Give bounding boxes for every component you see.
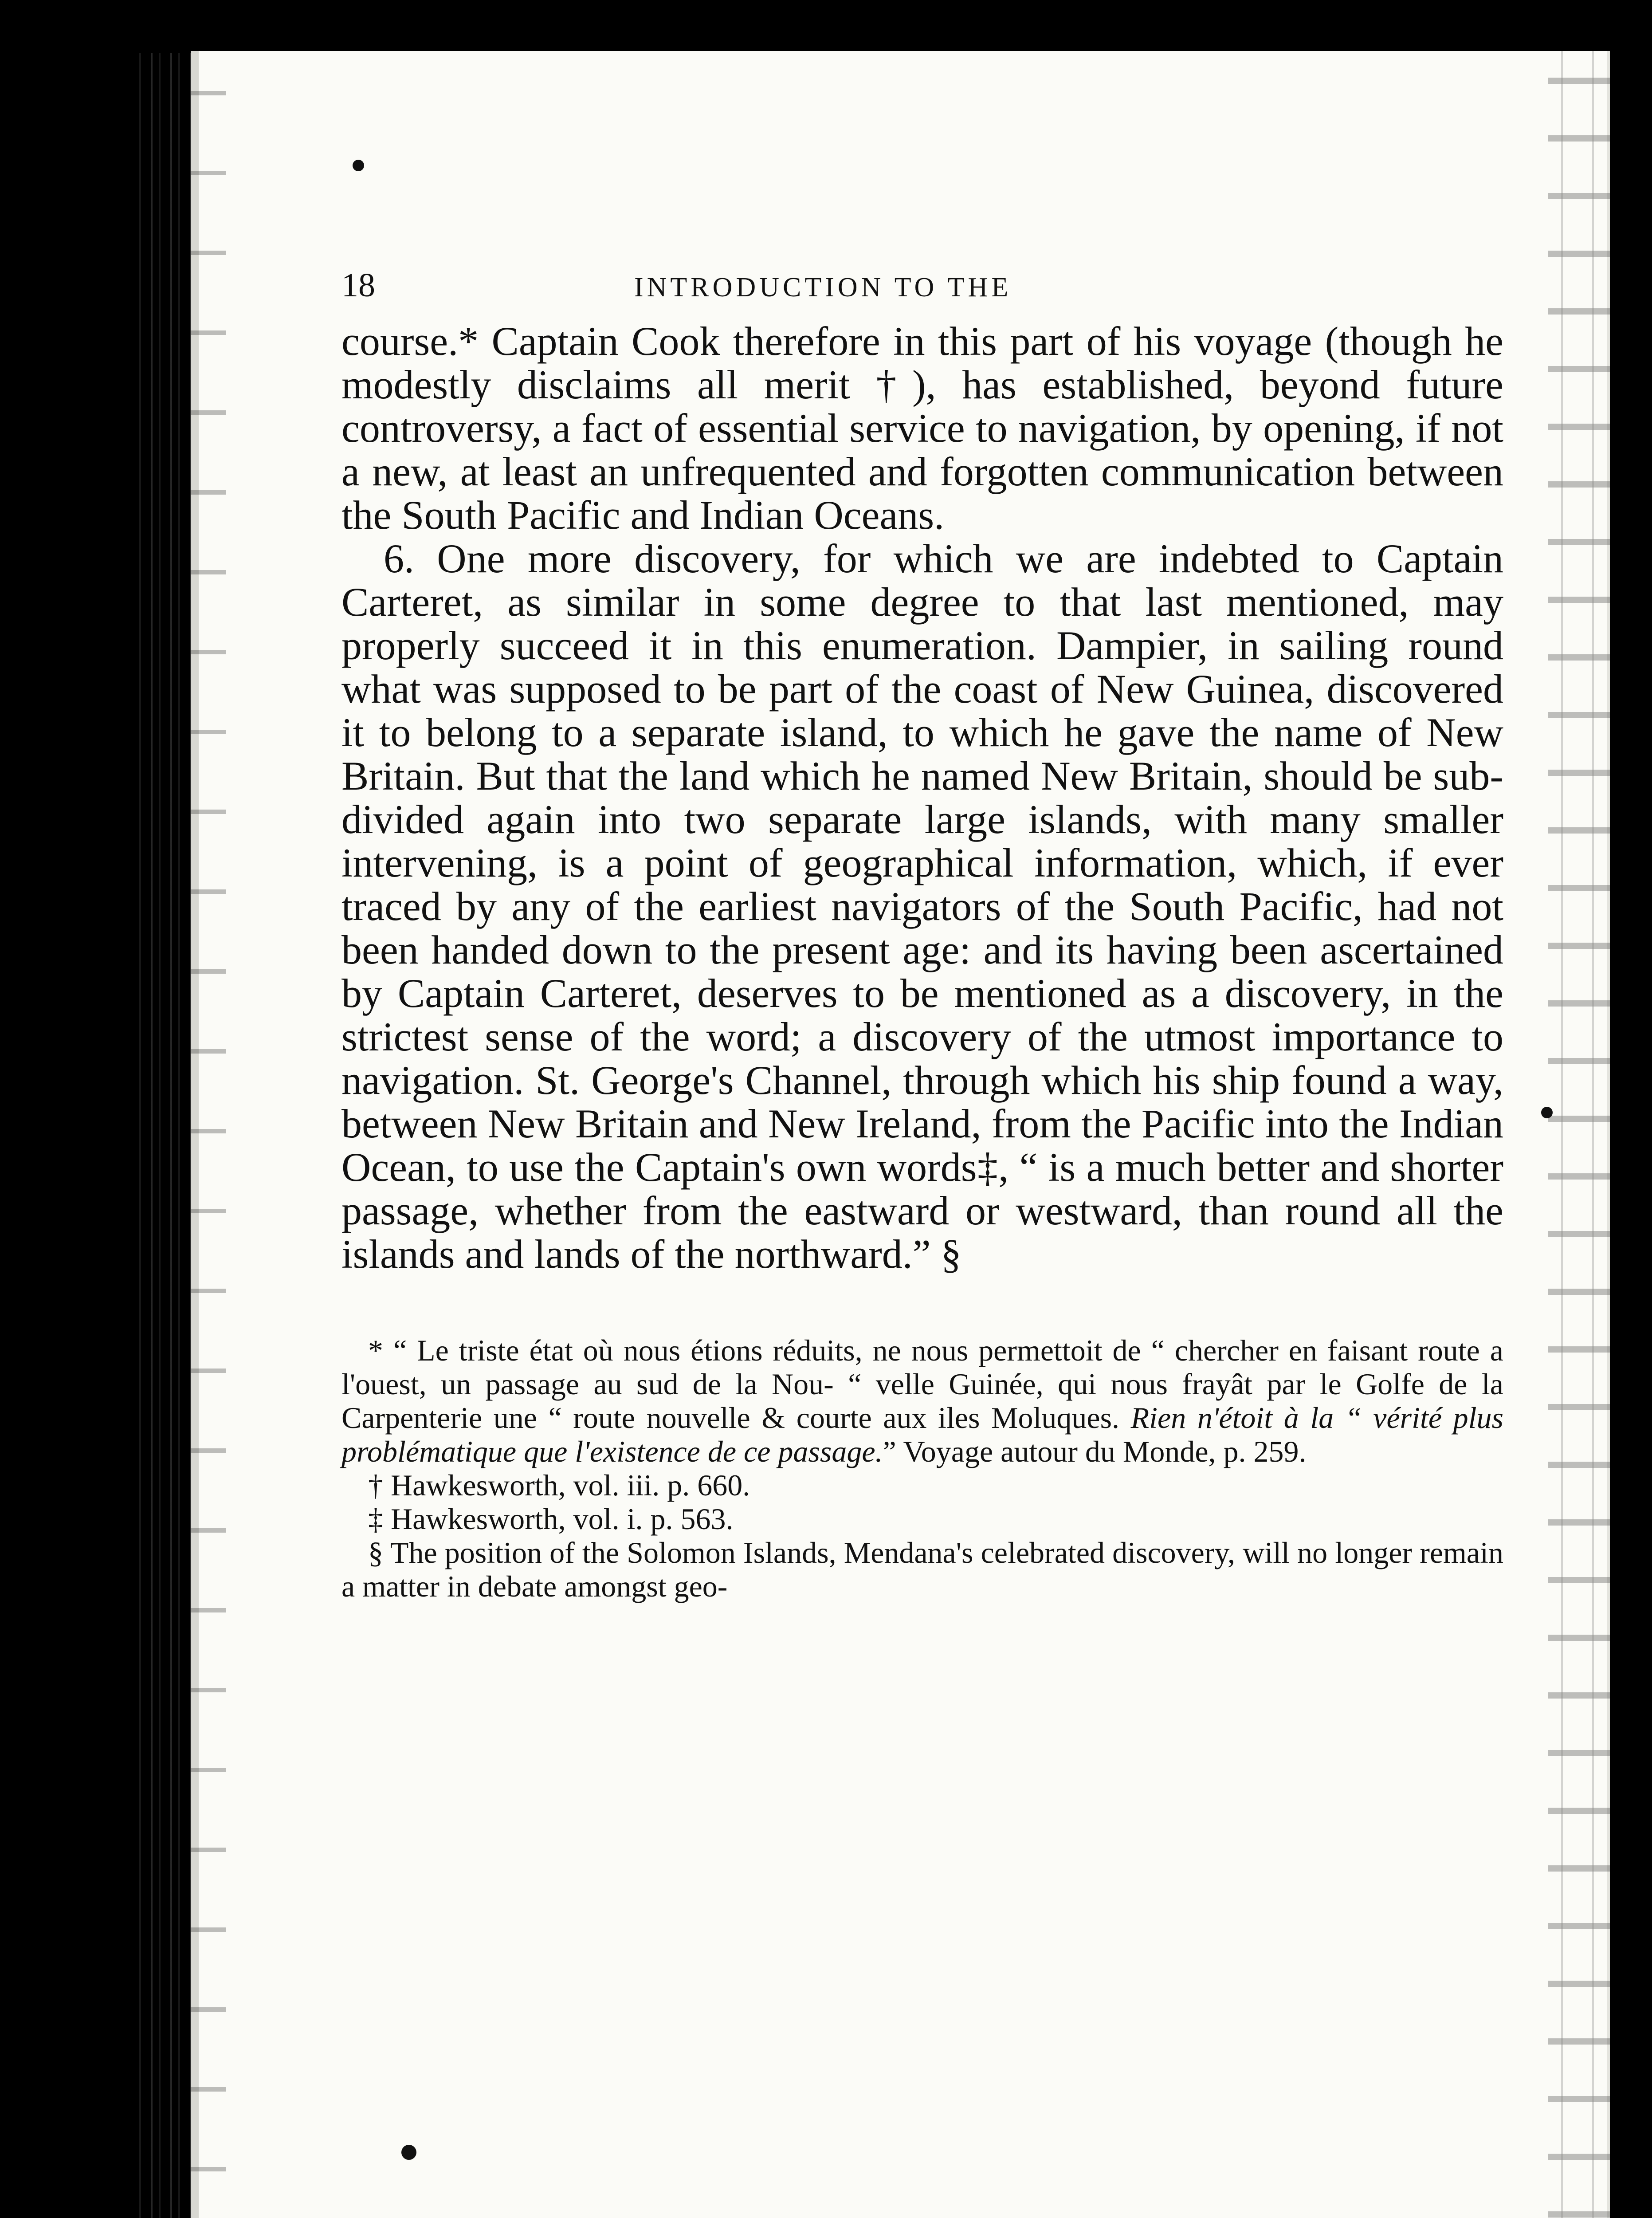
footnote-2: † Hawkesworth, vol. iii. p. 660. [368,1468,750,1502]
footnote-1-italic: Rien n'étoit à la “ vérité plus problématique que l'existence de ce passage. [341,1401,1503,1468]
page-gutter-shadow [191,51,226,2218]
footnote-1-text: * “ Le triste état où nous étions réduits, ne nous permettoit de “ chercher en faisant route a l'ouest, un passage au sud de la Nou- “ velle Guinée, qui nous frayât par le Golfe de la Carpenterie une “ route nouvelle & courte aux iles Moluques. [341,1333,1503,1435]
page-number: 18 [341,267,375,304]
page-fore-edge [1548,51,1610,2218]
stray-ink-mark [401,2145,416,2160]
footnotes [341,1333,1503,1603]
paragraph-1: course.* Captain Cook therefore in this part of his voyage (though he modestly disclaims all merit †), has established, beyond future controversy, a fact of essential service to navigation, by opening, if not a new, at least an unfrequented and forgotten communication between the South Pacific and Indian Oceans. [341,319,1503,538]
page-header [341,266,1503,319]
paragraph-2: 6. One more discovery, for which we are indebted to Captain Carteret, as similar in some degree to that last mentioned, may properly succeed it in this enumeration. Dampier, in sailing round what was supposed to be part of the coast of New Guinea, discovered it to belong to a separate island, to which he gave the name of New Britain. But that the land which he named New Britain, should be sub-divided again into two separate large islands, with many smaller intervening, is a point of geographical information, which, if ever traced by any of the earliest navigators of the South Pacific, had not been handed down to the present age: and its having been ascertained by Captain Carteret, deserves to be mentioned as a discovery, in the strictest sense of the word; a discovery of the utmost importance to navigation. St. George's Channel, through which his ship found a way, between New Britain and New Ireland, from the Pacific into the Indian Ocean, to use the Captain's own words‡, “ is a much better and shorter passage, whether from the eastward or westward, than round all the islands and lands of the northward.” § [341,536,1503,1277]
footnote-1 [341,1333,1503,1468]
running-head: INTRODUCTION TO THE [634,272,1012,303]
footnote-3: ‡ Hawkesworth, vol. i. p. 563. [368,1502,734,1536]
footnote-4: § The position of the Solomon Islands, Mendana's celebrated discovery, will no longer remain a matter in debate amongst geo- [341,1536,1503,1603]
stray-ink-mark [353,160,364,171]
stray-ink-mark [1541,1107,1553,1118]
page-text-block [341,266,1503,1603]
footnote-1-tail: ” Voyage autour du Monde, p. 259. [883,1435,1307,1468]
